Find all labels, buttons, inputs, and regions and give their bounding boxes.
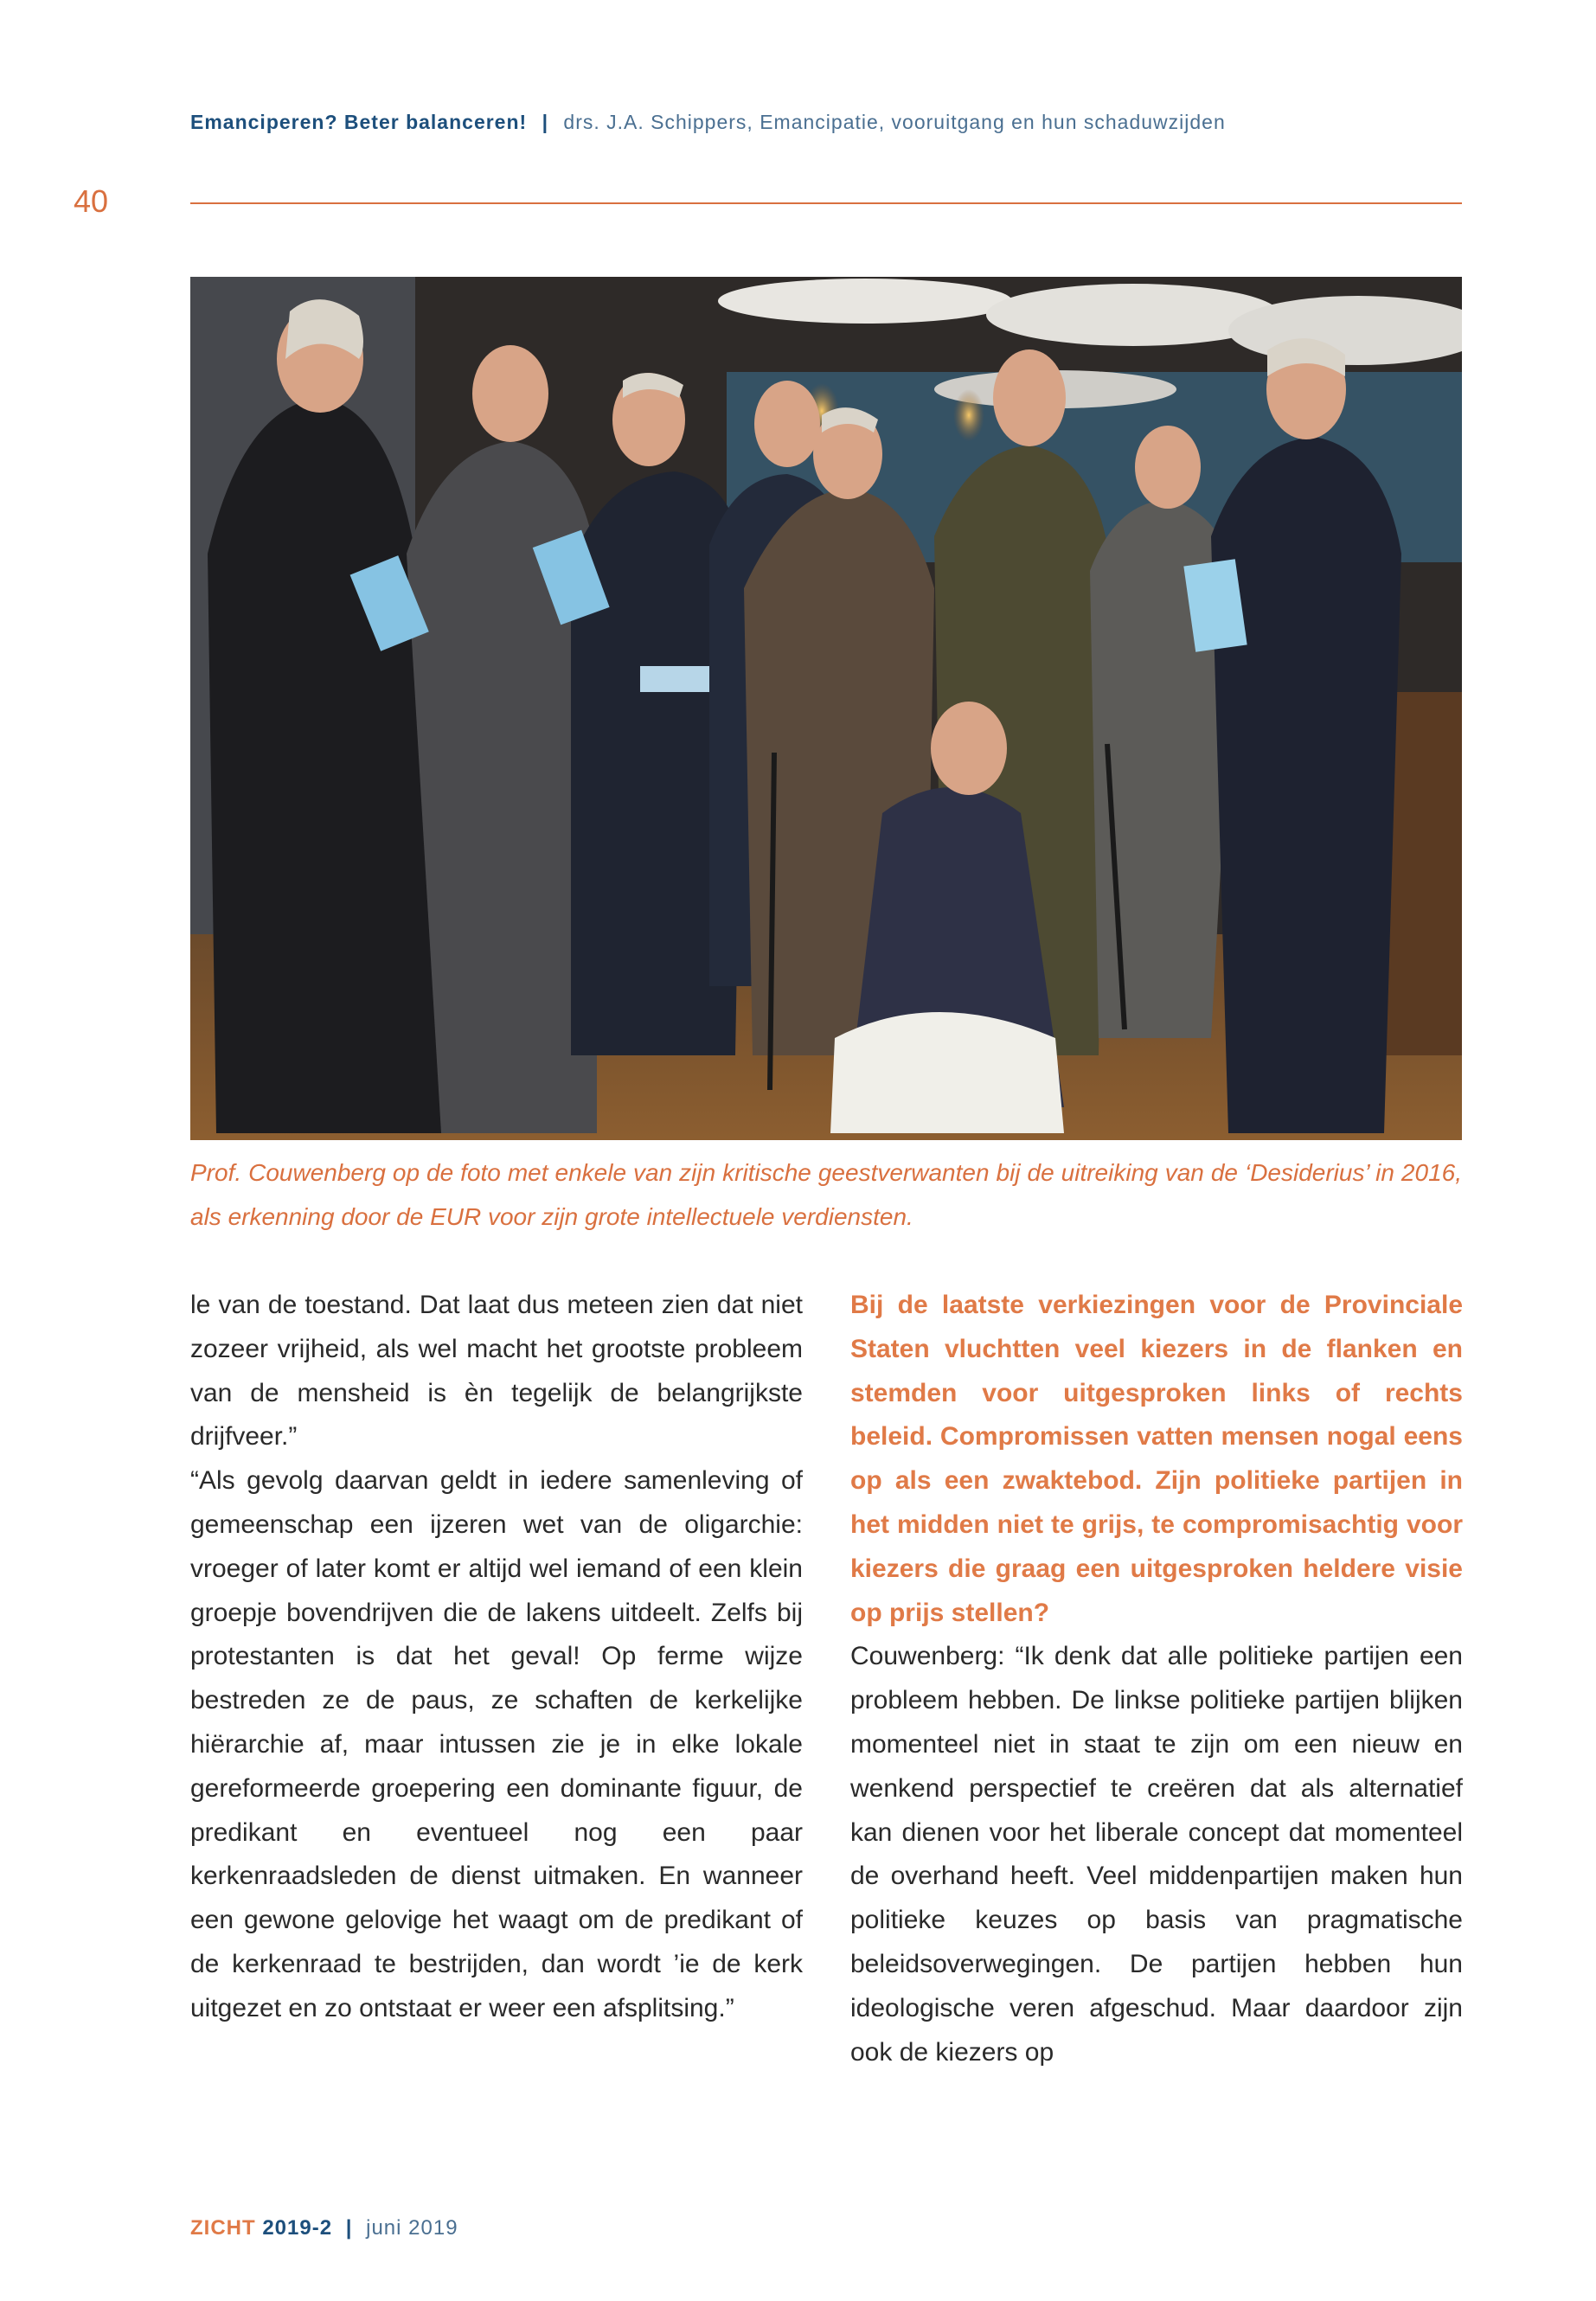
header-separator: | — [542, 111, 549, 133]
page-number: 40 — [74, 183, 109, 219]
interview-question: Bij de laatste verkiezingen voor de Provinciale Staten vluchtten veel kiezers in de flanken en stemden voor uitgesproken links of rechts beleid. Compromissen vatten mensen nogal eens op als een zwaktebod. Zijn politieke partijen in het midden niet te grijs, te compromisachtig voor kiezers die graag een uitgesproken heldere visie op prijs stellen? — [850, 1291, 1463, 1627]
running-header — [190, 111, 1462, 134]
header-title: Emanciperen? Beter balanceren! — [190, 111, 528, 133]
group-photo — [190, 277, 1462, 1140]
header-subtitle: drs. J.A. Schippers, Emancipatie, vooruitgang en hun schaduwzijden — [563, 111, 1226, 133]
page-footer — [190, 2216, 458, 2240]
footer-issue: 2019-2 — [262, 2216, 333, 2240]
left-paragraph-1: le van de toestand. Dat laat dus meteen zien dat niet zozeer vrijheid, als wel macht het grootste probleem van de mensheid is èn tegelijk de belangrijkste drijfveer.” — [190, 1291, 803, 1452]
left-column — [190, 1284, 803, 2031]
right-column — [850, 1284, 1463, 2074]
footer-magazine: ZICHT — [190, 2216, 256, 2240]
interview-answer: Couwenberg: “Ik denk dat alle politieke partijen een probleem hebben. De linkse politieke partijen blijken momenteel niet in staat te zijn om een nieuw en wenkend perspectief te creëren dat als alternatief kan dienen voor het liberale concept dat momenteel de overhand heeft. Veel middenpartijen maken hun politieke keuzes op basis van pragmatische beleidsoverwegingen. De partijen hebben hun ideologische veren afgeschud. Maar daardoor zijn ook de kiezers op — [850, 1642, 1463, 2067]
group-photo-illustration — [190, 277, 1462, 1140]
header-rule — [190, 202, 1462, 204]
footer-separator: | — [345, 2216, 353, 2240]
photo-caption: Prof. Couwenberg op de foto met enkele van zijn kritische geestverwanten bij de uitreiking van de ‘Desiderius’ in 2016, als erkenning door de EUR voor zijn grote intellectuele verdiensten. — [190, 1159, 1462, 1230]
left-paragraph-2: “Als gevolg daarvan geldt in iedere samenleving of gemeenschap een ijzeren wet van de oligarchie: vroeger of later komt er altijd wel iemand of een klein groepje bovendrijven die de lakens uitdeelt. Zelfs bij protestanten is dat het geval! Op ferme wijze bestreden ze de paus, ze schaften de kerkelijke hiërarchie af, maar intussen zie je in elke lokale gereformeerde groepering een dominante figuur, de predikant en eventueel nog een paar kerkenraadsleden de dienst uitmaken. En wanneer een gewone gelovige het waagt om de predikant of de kerkenraad te bestrijden, dan wordt ’ie de kerk uitgezet en zo ontstaat er weer een afsplitsing.” — [190, 1466, 803, 2022]
footer-date: juni 2019 — [366, 2216, 458, 2240]
